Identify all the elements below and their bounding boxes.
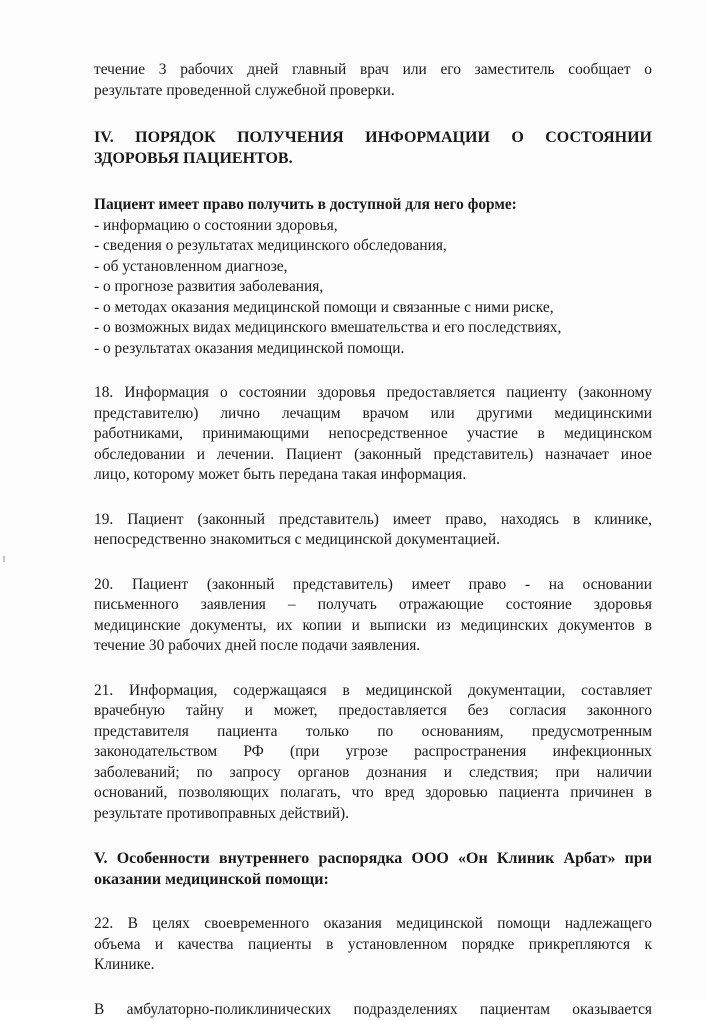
heading-line: V. Особенности внутреннего распорядка ООО «Он Клиник Арбат» при [94,848,652,869]
text-line: письменного заявления – получать отражающие состояние здоровья [94,595,652,616]
text-line: обследовании и лечении. Пациент (законный представитель) назначает иное [94,445,652,466]
paragraph-22 [94,914,652,976]
text-line: лицо, которому может быть передана такая информация. [94,465,652,486]
text-line: врачебную тайну и может, предоставляется без согласия законного [94,701,652,722]
text-line: 18. Информация о состоянии здоровья предоставляется пациенту (законному [94,383,652,404]
text-line: заболеваний; по запросу органов дознания и следствия; при наличии [94,763,652,784]
paragraph-20 [94,575,652,657]
text-line: 20. Пациент (законный представитель) имеет право - на основании [94,575,652,596]
heading-line: оказании медицинской помощи: [94,869,652,890]
text-line: 21. Информация, содержащаяся в медицинской документации, составляет [94,681,652,702]
text-line: Клинике. [94,955,652,976]
list-item: - о методах оказания медицинской помощи и связанные с ними риске, [94,298,652,319]
scan-artifact [3,556,5,562]
text-line: течение 3 рабочих дней главный врач или его заместитель сообщает о [94,60,652,81]
list-item: - о возможных видах медицинского вмешательства и его последствиях, [94,318,652,339]
heading-line: IV. ПОРЯДОК ПОЛУЧЕНИЯ ИНФОРМАЦИИ О СОСТОЯНИИ [94,127,652,148]
text-line: работниками, принимающими непосредственное участие в медицинском [94,424,652,445]
paragraph-final [94,1000,652,1020]
rights-heading: Пациент имеет право получить в доступной для него форме: [94,195,652,216]
list-item: - сведения о результатах медицинского обследования, [94,236,652,257]
text-line: оснований, позволяющих полагать, что вред здоровью пациента причинен в [94,783,652,804]
paragraph-18 [94,383,652,486]
rights-list [94,216,652,360]
text-line: непосредственно знакомиться с медицинской документацией. [94,530,652,551]
text-line: результате проведенной служебной проверки. [94,81,652,102]
paragraph-21 [94,681,652,825]
heading-line: ЗДОРОВЬЯ ПАЦИЕНТОВ. [94,148,652,169]
text-line: 19. Пациент (законный представитель) имеет право, находясь в клинике, [94,510,652,531]
text-line: 22. В целях своевременного оказания медицинской помощи надлежащего [94,914,652,935]
section-5-heading [94,848,652,890]
paragraph-intro [94,60,652,101]
text-line: результате противоправных действий). [94,804,652,825]
paragraph-19 [94,510,652,551]
text-line: течение 30 рабочих дней после подачи заявления. [94,636,652,657]
document-body [94,60,652,1020]
list-item: - информацию о состоянии здоровья, [94,216,652,237]
list-item: - об установленном диагнозе, [94,257,652,278]
list-item: - о прогнозе развития заболевания, [94,277,652,298]
text-line: законодательством РФ (при угрозе распространения инфекционных [94,742,652,763]
text-line: объема и качества пациенты в установленном порядке прикрепляются к [94,935,652,956]
text-line: В амбулаторно-поликлинических подразделениях пациентам оказывается [94,1000,652,1020]
section-4-heading [94,127,652,169]
text-line: представителю) лично лечащим врачом или другими медицинскими [94,404,652,425]
text-line: медицинские документы, их копии и выписки из медицинских документов в [94,616,652,637]
text-line: представителя пациента только по основаниям, предусмотренным [94,722,652,743]
list-item: - о результатах оказания медицинской помощи. [94,339,652,360]
